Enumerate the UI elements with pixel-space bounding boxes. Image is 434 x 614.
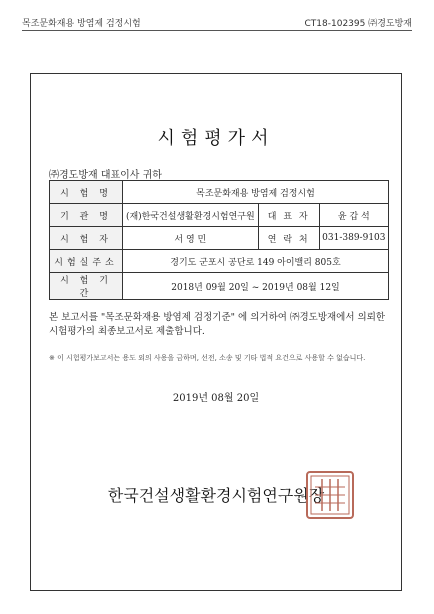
address-value: 경기도 군포시 공단로 149 아이밸리 805호 (123, 250, 389, 273)
org-label: 기 관 명 (50, 204, 123, 227)
notice-text: 본 보고서를 "목조문화재용 방염제 검정기준" 에 의거하여 ㈜경도방재에서 의뢰한 시험평가의 최종보고서로 제출합니다. (49, 312, 386, 337)
org-value: (재)한국건설생활환경시험연구원 (123, 204, 259, 227)
table-row (50, 181, 389, 204)
table-row (50, 273, 389, 300)
contact-value: 031-389-9103 (319, 227, 388, 250)
period-value: 2018년 09월 20일 ~ 2019년 08월 12일 (123, 273, 389, 300)
info-table (49, 180, 389, 300)
note-text: ※ 이 시험평가보고서는 용도 외의 사용을 금하며, 선전, 소송 및 기타 법적 요건으로 사용할 수 없습니다. (49, 354, 366, 362)
item-label: 시 험 명 (50, 181, 123, 204)
tester-label: 시 험 자 (50, 227, 123, 250)
rep-label: 대 표 자 (258, 204, 319, 227)
contact-label: 연 락 처 (258, 227, 319, 250)
document-frame (30, 73, 402, 591)
header-right: CT18-102395 ㈜경도방재 (304, 19, 412, 29)
document-title: 시험평가서 (157, 128, 275, 149)
header-left: 목조문화재용 방염제 검정시험 (22, 19, 141, 29)
table-row (50, 204, 389, 227)
period-label: 시 험 기 간 (50, 273, 123, 300)
rep-value: 윤 갑 석 (319, 204, 388, 227)
recipient: ㈜경도방재 대표이사 귀하 (49, 170, 162, 181)
tester-value: 서 영 민 (123, 227, 259, 250)
seal-stamp-icon (306, 471, 354, 519)
address-label: 시험실주소 (50, 250, 123, 273)
table-row (50, 250, 389, 273)
issue-date: 2019년 08월 20일 (172, 393, 260, 404)
header-divider (22, 30, 412, 31)
issuer-name: 한국건설생활환경시험연구원장 (107, 486, 325, 505)
table-row (50, 227, 389, 250)
item-value: 목조문화재용 방염제 검정시험 (123, 181, 389, 204)
